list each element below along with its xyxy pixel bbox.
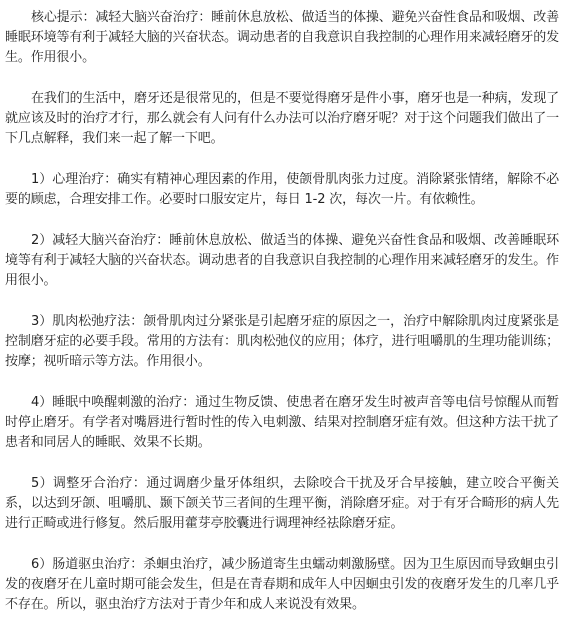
method-5-paragraph: 5）调整牙合治疗：通过调磨少量牙体组织，去除咬合干扰及牙合早接触，建立咬合平衡关系，以达到牙颌、咀嚼肌、颞下颌关节三者间的生理平衡，消除磨牙症。对于有牙合畸形的病人先进行正畸或进行修复。然后服用藿芽亭胶囊进行调理神经祛除磨牙症。	[5, 476, 559, 531]
intro-paragraph: 在我们的生活中，磨牙还是很常见的，但是不要觉得磨牙是件小事，磨牙也是一种病，发现了就应该及时的治疗才行，那么就会有人问有什么办法可以治疗磨牙呢？对于这个问题我们做出了一下几点解释，我们来一起了解一下吧。	[5, 91, 559, 146]
method-6-paragraph: 6）肠道驱虫治疗：杀蛔虫治疗，减少肠道寄生虫蠕动刺激肠壁。因为卫生原因而导致蛔虫引发的夜磨牙在儿童时期可能会发生，但是在青春期和成年人中因蛔虫引发的夜磨牙发生的几率几乎不存在。所以，驱虫治疗方法对于青少年和成人来说没有效果。	[5, 557, 559, 612]
summary-paragraph: 核心提示：减轻大脑兴奋治疗：睡前休息放松、做适当的体操、避免兴奋性食品和吸烟、改善睡眠环境等有利于减轻大脑的兴奋状态。调动患者的自我意识自我控制的心理作用来减轻磨牙的发生。作用很小。	[5, 10, 559, 65]
method-2-paragraph: 2）减轻大脑兴奋治疗：睡前休息放松、做适当的体操、避免兴奋性食品和吸烟、改善睡眠环境等有利于减轻大脑的兴奋状态。调动患者的自我意识自我控制的心理作用来减轻磨牙的发生。作用很小。	[5, 233, 559, 288]
method-1-paragraph: 1）心理治疗：确实有精神心理因素的作用，使颌骨肌肉张力过度。消除紧张情绪，解除不必要的顾虑，合理安排工作。必要时口服安定片，每日 1-2 次，每次一片。有依赖性。	[5, 172, 559, 207]
method-3-paragraph: 3）肌肉松弛疗法：颌骨肌肉过分紧张是引起磨牙症的原因之一，治疗中解除肌肉过度紧张是控制磨牙症的必要手段。常用的方法有：肌肉松弛仪的应用；体疗，进行咀嚼肌的生理功能训练；按摩；视听暗示等方法。作用很小。	[5, 314, 559, 369]
method-4-paragraph: 4）睡眠中唤醒刺激的治疗：通过生物反馈、使患者在磨牙发生时被声音等电信号惊醒从而暂时停止磨牙。有学者对嘴唇进行暂时性的传入电刺激、结果对控制磨牙症有效。但这种方法干扰了患者和同居人的睡眠、效果不长期。	[5, 395, 559, 450]
